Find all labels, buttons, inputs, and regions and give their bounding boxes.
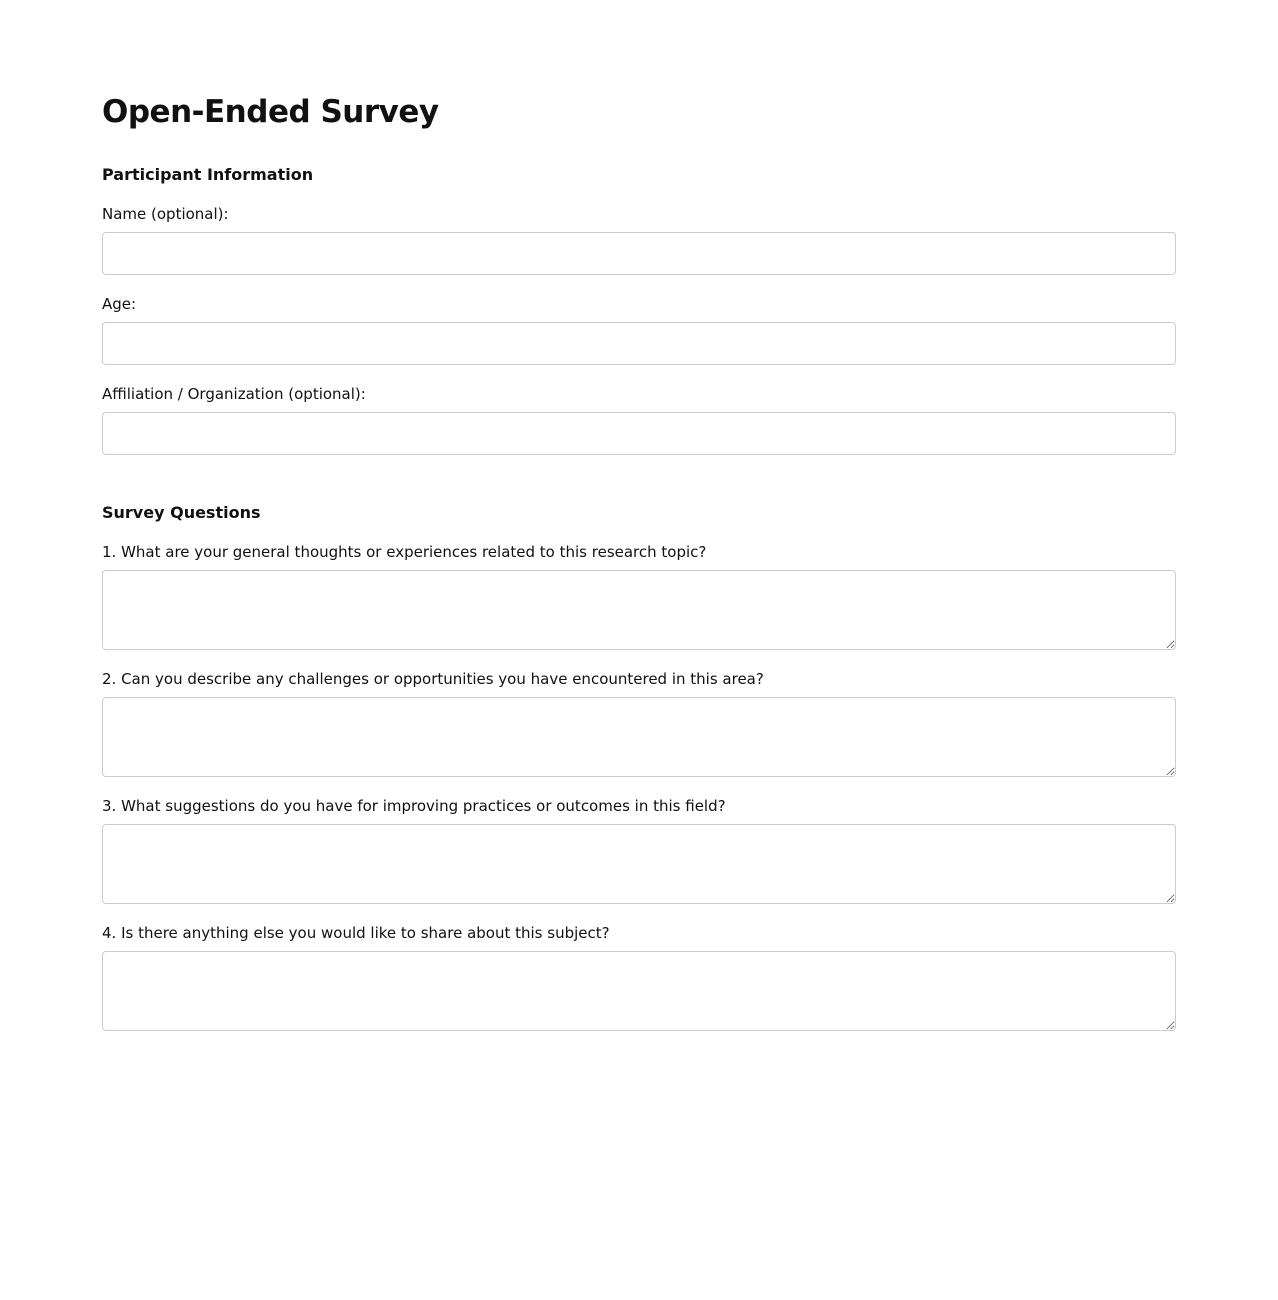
question-2-textarea[interactable] <box>102 697 1176 777</box>
name-input[interactable] <box>102 232 1176 275</box>
age-input[interactable] <box>102 322 1176 365</box>
page-title: Open-Ended Survey <box>102 94 439 130</box>
name-label: Name (optional): <box>102 205 229 223</box>
question-3-label: 3. What suggestions do you have for improving practices or outcomes in this field? <box>102 797 726 815</box>
question-3-textarea[interactable] <box>102 824 1176 904</box>
question-2-label: 2. Can you describe any challenges or opportunities you have encountered in this area? <box>102 670 764 688</box>
affiliation-input[interactable] <box>102 412 1176 455</box>
affiliation-label: Affiliation / Organization (optional): <box>102 385 366 403</box>
question-1-label: 1. What are your general thoughts or experiences related to this research topic? <box>102 543 707 561</box>
participant-section-heading: Participant Information <box>102 165 314 184</box>
question-4-label: 4. Is there anything else you would like to share about this subject? <box>102 924 610 942</box>
survey-section-heading: Survey Questions <box>102 503 261 522</box>
question-1-textarea[interactable] <box>102 570 1176 650</box>
question-4-textarea[interactable] <box>102 951 1176 1031</box>
age-label: Age: <box>102 295 137 313</box>
